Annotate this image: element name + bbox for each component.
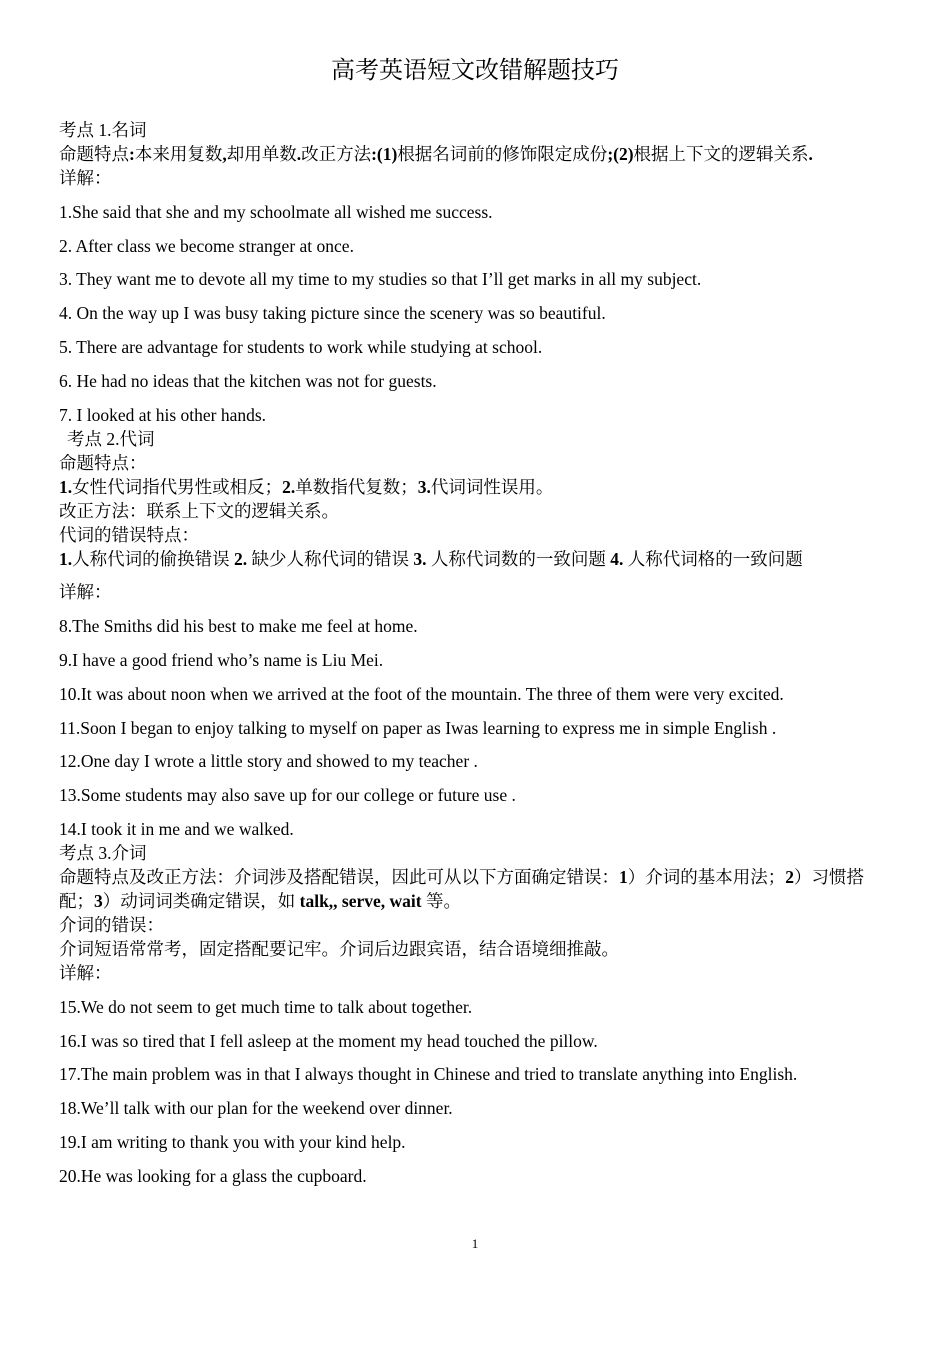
section-pronouns xyxy=(59,427,894,841)
example-sentence: 17.The main problem was in that I always thought in Chinese and tried to translate anything into English. xyxy=(59,1064,798,1085)
bold-text-run: 2. xyxy=(282,476,296,497)
example-sentence: 5. There are advantage for students to work while studying at school. xyxy=(59,336,543,357)
example-sentence: 10.It was about noon when we arrived at the foot of the mountain. The three of them were very excited. xyxy=(59,683,784,704)
text-run: ）动词词类确定错误，如 xyxy=(102,890,300,911)
section-features xyxy=(59,865,894,913)
detail-label: 详解： xyxy=(59,582,112,603)
example-sentence: 6. He had no ideas that the kitchen was not for guests. xyxy=(59,370,437,391)
section-heading: 考点 1.名词 xyxy=(59,120,147,140)
text-run: 命题特点及改正方法：介词涉及搭配错误，因此可从以下方面确定错误： xyxy=(59,866,619,887)
text-run: 单数指代复数； xyxy=(295,476,418,497)
section-heading: 考点 3.介词 xyxy=(59,842,147,863)
example-sentence: 12.One day I wrote a little story and showed to my teacher . xyxy=(59,751,478,772)
section-features xyxy=(59,142,894,166)
example-sentence: 9.I have a good friend who’s name is Liu Mei. xyxy=(59,649,384,670)
errors-label: 代词的错误特点： xyxy=(59,524,199,545)
page-number: 1 xyxy=(471,1236,479,1251)
text-run: 缺少人称代词的错误 xyxy=(247,548,414,569)
bold-text-run: 3. xyxy=(413,548,427,569)
document-title: 高考英语短文改错解题技巧 xyxy=(331,56,619,84)
text-run: 人称代词格的一致问题 xyxy=(623,548,803,569)
bold-text-run: . xyxy=(296,144,302,164)
bold-text-run: 2 xyxy=(785,866,794,887)
bold-text-run: 3 xyxy=(94,890,103,911)
example-list xyxy=(59,614,894,841)
error-types xyxy=(59,547,894,571)
section-prepositions xyxy=(59,841,894,1188)
features-label: 命题特点： xyxy=(59,452,147,473)
example-sentence: 13.Some students may also save up for our college or future use . xyxy=(59,785,516,806)
text-run: 命题特点 xyxy=(59,144,129,164)
text-run: 根据名词前的修饰限定成份 xyxy=(397,144,608,164)
bold-text-run: ;(2) xyxy=(607,144,634,164)
bold-text-run: 1 xyxy=(619,866,628,887)
example-sentence: 11.Soon I began to enjoy talking to myself on paper as Iwas learning to express me in simple English . xyxy=(59,717,777,738)
correction-method: 改正方法：联系上下文的逻辑关系。 xyxy=(59,500,339,521)
example-sentence: 4. On the way up I was busy taking picture since the scenery was so beautiful. xyxy=(59,303,606,324)
example-sentence: 2. After class we become stranger at once. xyxy=(59,235,354,256)
section-nouns xyxy=(59,118,894,427)
bold-text-run: , xyxy=(222,144,227,164)
detail-label: 详解： xyxy=(59,962,112,983)
error-types: 介词短语常常考，固定搭配要记牢。介词后边跟宾语，结合语境细推敲。 xyxy=(59,938,619,959)
bold-text-run: : xyxy=(129,144,135,164)
section-heading: 考点 2.代词 xyxy=(67,428,155,449)
text-run: 女性代词指代男性或相反； xyxy=(72,476,283,497)
example-sentence: 8.The Smiths did his best to make me feel at home. xyxy=(59,616,418,637)
example-sentence: 1.She said that she and my schoolmate all wished me success. xyxy=(59,201,493,222)
bold-text-run: 3. xyxy=(417,476,431,497)
example-sentence: 18.We’ll talk with our plan for the weekend over dinner. xyxy=(59,1098,453,1119)
text-run: 改正方法 xyxy=(301,144,372,164)
bold-text-run: 1. xyxy=(59,548,73,569)
bold-text-run: talk,, serve, wait xyxy=(299,890,422,911)
text-run: 代词词性误用。 xyxy=(430,476,554,497)
example-list xyxy=(59,200,894,427)
bold-text-run: :(1) xyxy=(371,144,398,164)
bold-text-run: 4. xyxy=(610,548,624,569)
example-sentence: 19.I am writing to thank you with your kind help. xyxy=(59,1131,406,1152)
text-run: 等。 xyxy=(421,890,461,911)
errors-label: 介词的错误： xyxy=(59,914,164,935)
example-sentence: 7. I looked at his other hands. xyxy=(59,404,267,425)
example-sentence: 14.I took it in me and we walked. xyxy=(59,818,294,839)
bold-text-run: 1. xyxy=(59,476,73,497)
text-run: 本来用复数 xyxy=(134,144,223,164)
text-run: 人称代词的偷换错误 xyxy=(72,548,234,569)
document-body xyxy=(59,118,894,1188)
text-run: 根据上下文的逻辑关系 xyxy=(633,144,809,164)
example-list xyxy=(59,995,894,1188)
text-run: 却用单数 xyxy=(226,144,297,164)
text-run: ）介词的基本用法； xyxy=(627,866,786,887)
example-sentence: 3. They want me to devote all my time to my studies so that I’ll get marks in all my subject. xyxy=(59,269,702,290)
example-sentence: 16.I was so tired that I fell asleep at the moment my head touched the pillow. xyxy=(59,1030,598,1051)
example-sentence: 20.He was looking for a glass the cupboard. xyxy=(59,1165,367,1186)
section-features xyxy=(59,475,894,499)
text-run: ）习惯搭配； xyxy=(59,866,864,911)
example-sentence: 15.We do not seem to get much time to talk about together. xyxy=(59,996,473,1017)
bold-text-run: . xyxy=(808,144,813,164)
text-run: 人称代词数的一致问题 xyxy=(426,548,611,569)
bold-text-run: 2. xyxy=(234,548,248,569)
detail-label: 详解： xyxy=(59,168,112,188)
